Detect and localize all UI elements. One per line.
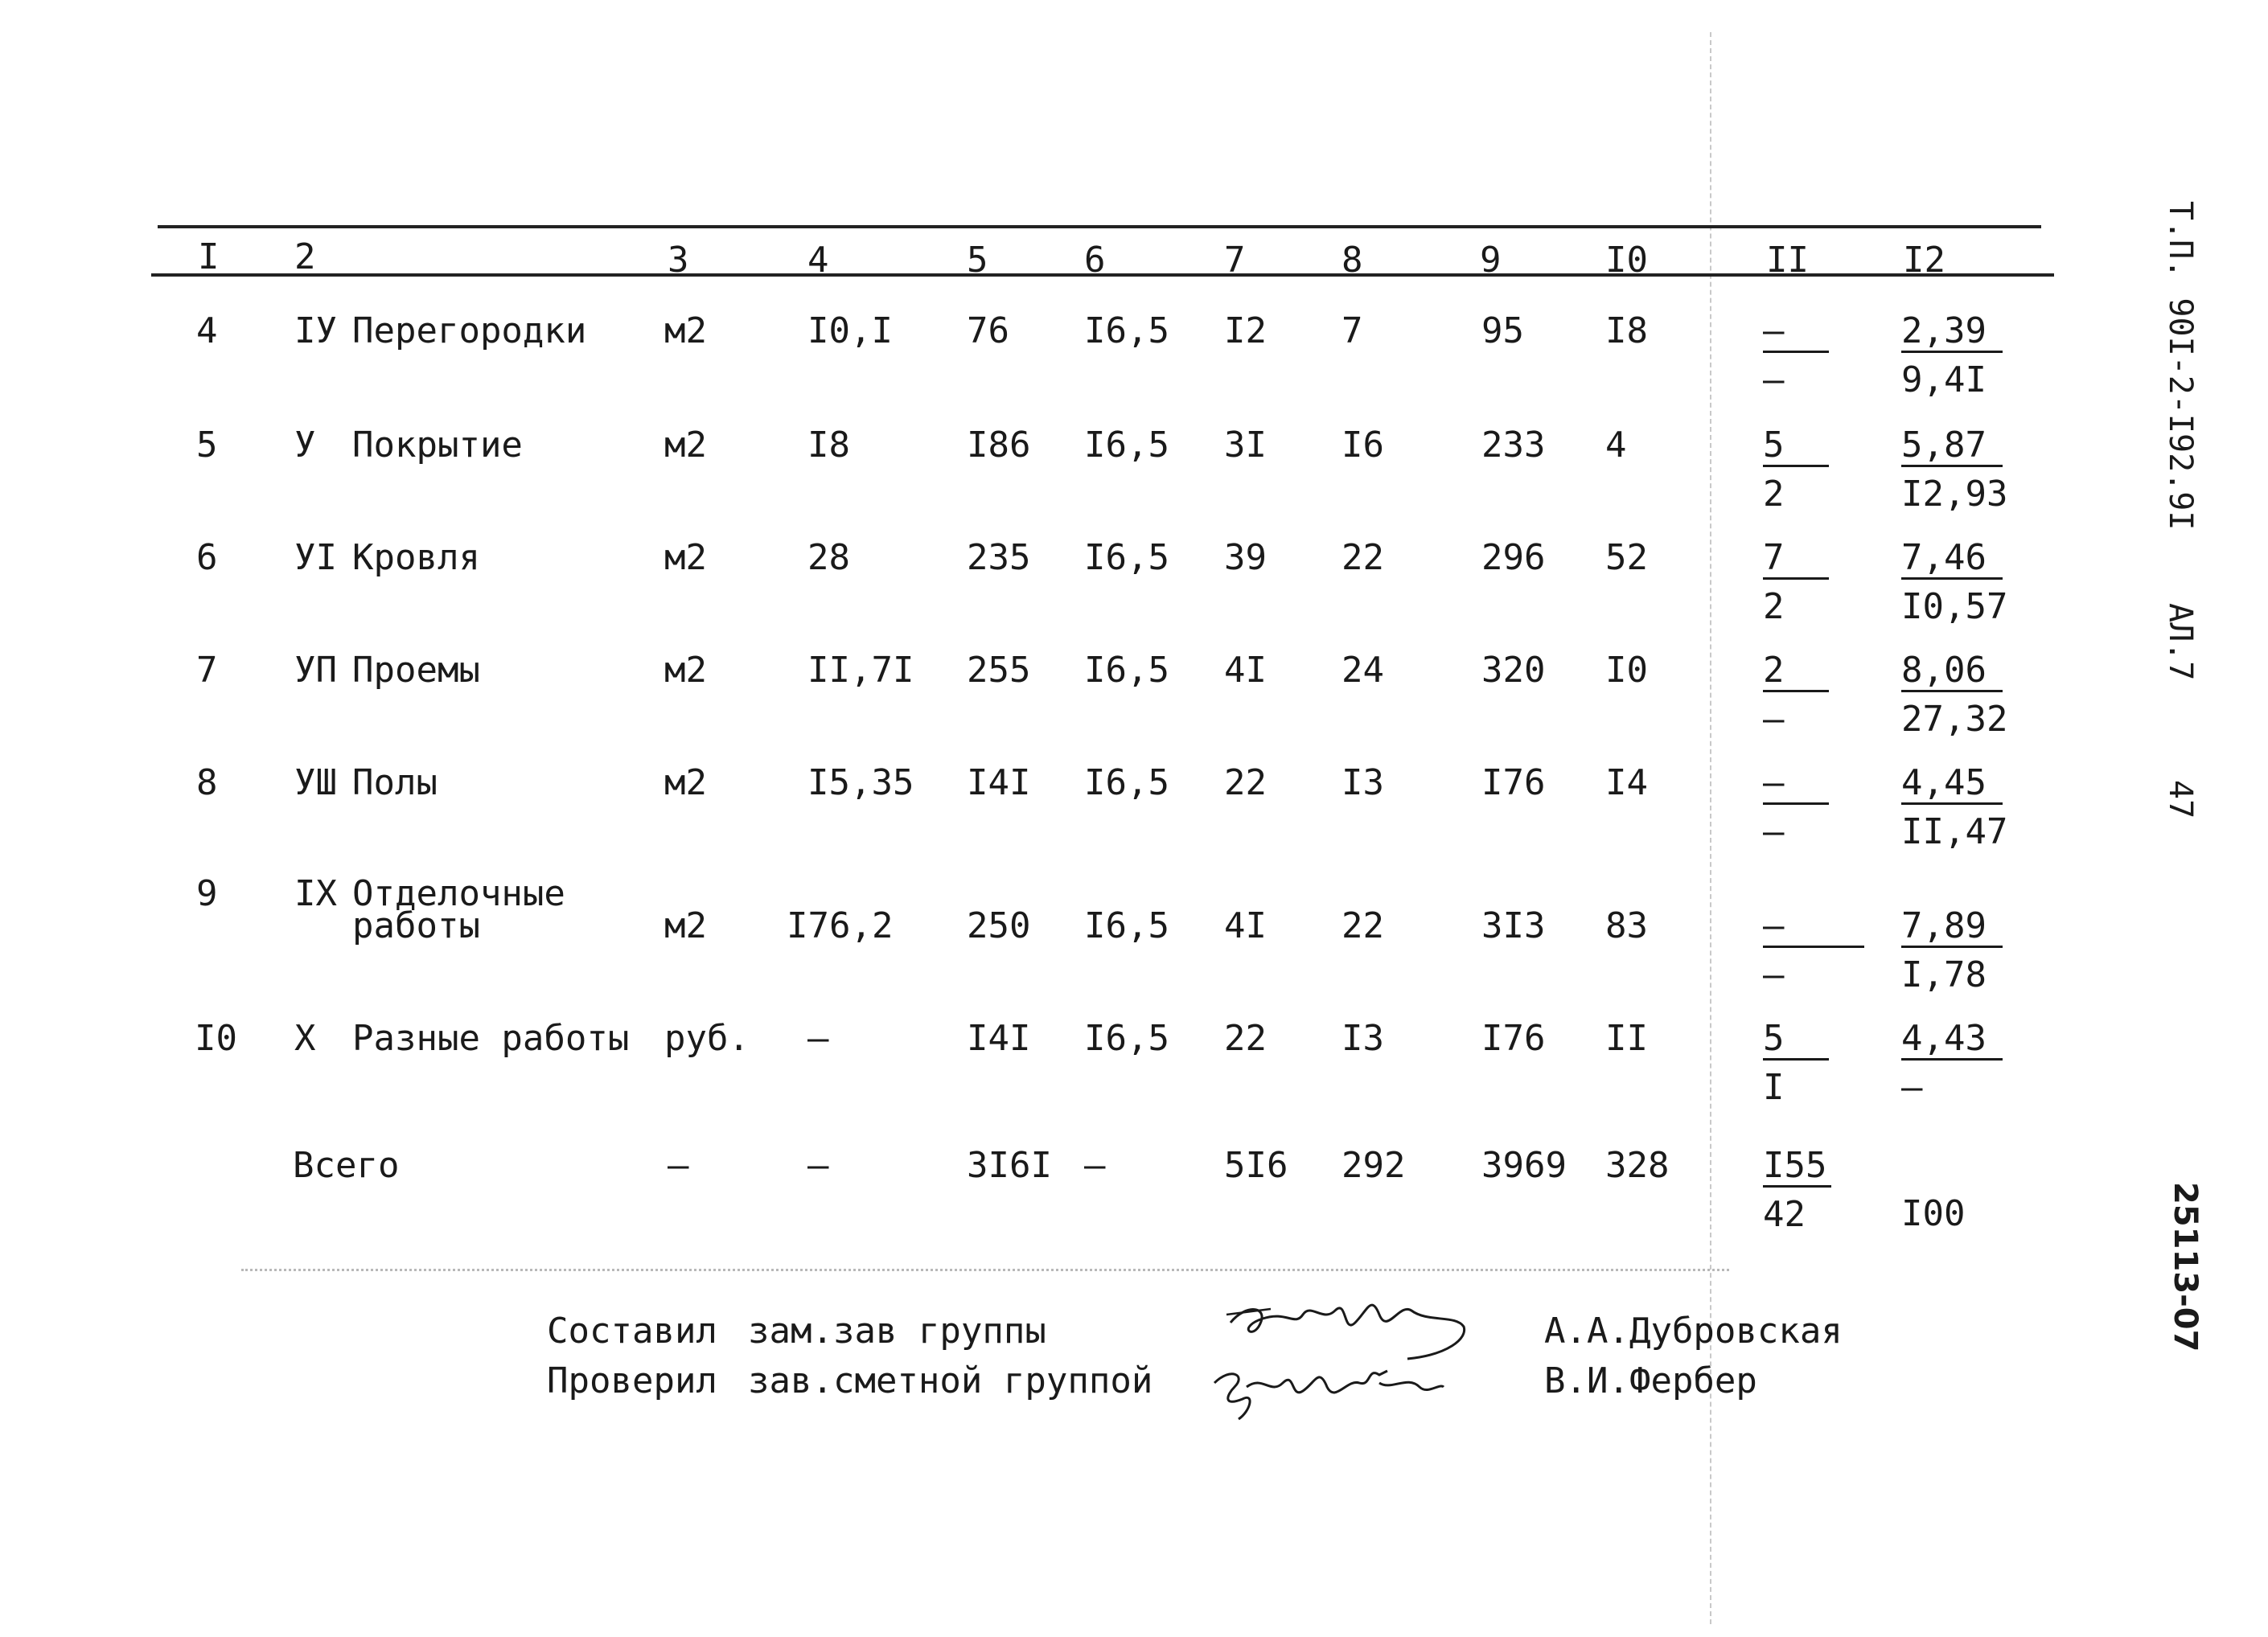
col12-fraction	[1901, 762, 2007, 851]
col9-value: 320	[1481, 650, 1546, 691]
col7-value: 22	[1224, 762, 1267, 803]
col7-value: 3I	[1224, 425, 1267, 466]
fraction-denominator: 2	[1763, 474, 1785, 515]
col5-value: I4I	[967, 762, 1031, 803]
col7-value: 4I	[1224, 905, 1267, 946]
section-code: УШ	[294, 762, 337, 803]
fraction-denominator: 9,4I	[1901, 359, 1987, 400]
col5-value: 250	[967, 905, 1031, 946]
total-col4: –	[807, 1145, 829, 1186]
col-header-5: 5	[967, 240, 988, 281]
total-col7: 5I6	[1224, 1145, 1288, 1186]
fraction-denominator: –	[1763, 954, 1785, 995]
col11-fraction	[1763, 650, 1829, 739]
section-name: Отделочные	[352, 873, 565, 914]
unit: м2	[664, 762, 707, 803]
col6-value: I6,5	[1084, 650, 1169, 691]
total-col5: 3I6I	[967, 1145, 1052, 1186]
section-code: УП	[294, 650, 337, 691]
fraction-numerator: 4,45	[1901, 764, 2003, 805]
fraction-denominator: 42	[1763, 1194, 1806, 1235]
col8-value: I3	[1341, 1018, 1384, 1059]
fraction-denominator: I2,93	[1901, 474, 2008, 515]
total-col10: 328	[1605, 1145, 1670, 1186]
signature-position: зав.сметной группой	[748, 1360, 1153, 1401]
col8-value: I3	[1341, 762, 1384, 803]
col6-value: I6,5	[1084, 310, 1169, 351]
col6-value: I6,5	[1084, 537, 1169, 578]
signature-role: Составил	[547, 1311, 717, 1352]
fraction-denominator: I0,57	[1901, 586, 2008, 627]
fraction-numerator: 5,87	[1901, 426, 2003, 467]
document-code-stamp: Т.П. 90I-2-I92.9I	[2162, 201, 2199, 531]
fraction-denominator: –	[1763, 699, 1785, 740]
col-header-11: II	[1766, 240, 1809, 281]
fraction-denominator: –	[1763, 359, 1785, 400]
col-header-4: 4	[807, 240, 829, 281]
col12-fraction	[1901, 1018, 2003, 1107]
col6-value: I6,5	[1084, 762, 1169, 803]
unit: м2	[664, 425, 707, 466]
col11-fraction	[1763, 1018, 1829, 1107]
col7-value: 4I	[1224, 650, 1267, 691]
col10-value: 52	[1605, 537, 1648, 578]
col-header-2: 2	[294, 236, 316, 277]
section-name: Разные работы	[352, 1018, 630, 1059]
fraction-numerator: –	[1763, 907, 1864, 948]
fraction-numerator: 7,89	[1901, 907, 2003, 948]
col9-value: 95	[1481, 310, 1524, 351]
fraction-denominator: 27,32	[1901, 699, 2008, 740]
col7-value: I2	[1224, 310, 1267, 351]
fraction-numerator: 5	[1763, 1020, 1829, 1061]
fraction-denominator: I	[1763, 1067, 1785, 1108]
col-header-8: 8	[1341, 240, 1363, 281]
signature-name: А.А.Дубровская	[1544, 1311, 1843, 1352]
col12-fraction	[1901, 310, 2003, 400]
col5-value: 76	[967, 310, 1009, 351]
fraction-numerator: –	[1763, 764, 1829, 805]
section-name-continued: работы	[352, 905, 480, 946]
signature-name: В.И.Фербер	[1544, 1360, 1757, 1401]
col-header-10: I0	[1605, 240, 1648, 281]
unit: м2	[664, 650, 707, 691]
fraction-denominator: I,78	[1901, 954, 1987, 995]
col8-value: 22	[1341, 537, 1384, 578]
handwritten-signature-2	[1206, 1351, 1448, 1423]
col9-value: I76	[1481, 1018, 1546, 1059]
header-top-rule	[158, 225, 2041, 228]
col9-value: 296	[1481, 537, 1546, 578]
col8-value: 24	[1341, 650, 1384, 691]
fraction-denominator: –	[1901, 1067, 1923, 1108]
total-col9: 3969	[1481, 1145, 1567, 1186]
col11-fraction	[1763, 905, 1864, 995]
col-header-6: 6	[1084, 240, 1106, 281]
unit: м2	[664, 310, 707, 351]
col5-value: I86	[967, 425, 1031, 466]
col-header-7: 7	[1224, 240, 1246, 281]
col8-value: 7	[1341, 310, 1363, 351]
fraction-numerator: 2,39	[1901, 312, 2003, 353]
total-col6: –	[1084, 1145, 1106, 1186]
page-number-stamp: 47	[2162, 780, 2199, 819]
col7-value: 22	[1224, 1018, 1267, 1059]
col10-value: II	[1605, 1018, 1648, 1059]
fraction-numerator: 5	[1763, 426, 1829, 467]
fraction-numerator: I55	[1763, 1147, 1831, 1188]
col10-value: I4	[1605, 762, 1648, 803]
section-code: IУ	[294, 310, 337, 351]
section-code: УI	[294, 537, 337, 578]
fraction-numerator: 7,46	[1901, 539, 2003, 580]
col11-fraction	[1763, 425, 1829, 514]
row-number: I0	[195, 1018, 237, 1059]
col4-value: II,7I	[807, 650, 914, 691]
col11-fraction	[1763, 537, 1829, 626]
col12-fraction	[1901, 650, 2007, 739]
section-name: Кровля	[352, 537, 480, 578]
col10-value: 4	[1605, 425, 1627, 466]
total-col12: I00	[1901, 1193, 1966, 1234]
col-header-3: 3	[668, 240, 689, 281]
row-number: 5	[196, 425, 218, 466]
col12-fraction	[1901, 537, 2007, 626]
row-number: 4	[196, 310, 218, 351]
total-unit: –	[668, 1145, 689, 1186]
total-col8: 292	[1341, 1145, 1406, 1186]
fraction-denominator: II,47	[1901, 811, 2008, 852]
total-label: Всего	[293, 1145, 400, 1186]
col6-value: I6,5	[1084, 425, 1169, 466]
col4-value: I0,I	[807, 310, 893, 351]
col11-fraction	[1763, 310, 1829, 400]
inventory-number-stamp: 25113-07	[2167, 1182, 2204, 1352]
col9-value: 3I3	[1481, 905, 1546, 946]
col5-value: 235	[967, 537, 1031, 578]
col12-fraction	[1901, 905, 2003, 995]
col10-value: I0	[1605, 650, 1648, 691]
row-number: 9	[196, 873, 218, 914]
section-code: X	[294, 1018, 316, 1059]
col10-value: I8	[1605, 310, 1648, 351]
fraction-denominator: 2	[1763, 586, 1785, 627]
col4-value: I8	[807, 425, 850, 466]
col-header-9: 9	[1480, 240, 1502, 281]
section-name: Покрытие	[352, 425, 523, 466]
col4-value: I76,2	[787, 905, 894, 946]
fraction-numerator: 4,43	[1901, 1020, 2003, 1061]
fraction-numerator: –	[1763, 312, 1829, 353]
col4-value: 28	[807, 537, 850, 578]
total-col11-fraction	[1763, 1145, 1831, 1234]
fraction-numerator: 7	[1763, 539, 1829, 580]
col10-value: 83	[1605, 905, 1648, 946]
col8-value: 22	[1341, 905, 1384, 946]
section-name: Полы	[352, 762, 438, 803]
col-header-12: I2	[1903, 240, 1945, 281]
col9-value: 233	[1481, 425, 1546, 466]
unit: руб.	[664, 1018, 750, 1059]
fraction-denominator: –	[1763, 811, 1785, 852]
fraction-numerator: 2	[1763, 651, 1829, 692]
section-name: Проемы	[352, 650, 480, 691]
dotted-separator	[241, 1269, 1729, 1271]
unit: м2	[664, 537, 707, 578]
fraction-numerator: 8,06	[1901, 651, 2003, 692]
col-header-1: I	[198, 236, 220, 277]
col4-value: I5,35	[807, 762, 914, 803]
section-code: У	[294, 425, 316, 466]
col12-fraction	[1901, 425, 2007, 514]
row-number: 7	[196, 650, 218, 691]
section-name: Перегородки	[352, 310, 587, 351]
col11-fraction	[1763, 762, 1829, 851]
signature-role: Проверил	[547, 1360, 717, 1401]
col5-value: 255	[967, 650, 1031, 691]
col6-value: I6,5	[1084, 905, 1169, 946]
row-number: 8	[196, 762, 218, 803]
col5-value: I4I	[967, 1018, 1031, 1059]
col7-value: 39	[1224, 537, 1267, 578]
section-code: IX	[294, 873, 337, 914]
col6-value: I6,5	[1084, 1018, 1169, 1059]
unit: м2	[664, 905, 707, 946]
col8-value: I6	[1341, 425, 1384, 466]
row-number: 6	[196, 537, 218, 578]
col9-value: I76	[1481, 762, 1546, 803]
album-stamp: АЛ.7	[2162, 603, 2199, 681]
col4-value: –	[807, 1018, 829, 1059]
signature-position: зам.зав группы	[748, 1311, 1046, 1352]
